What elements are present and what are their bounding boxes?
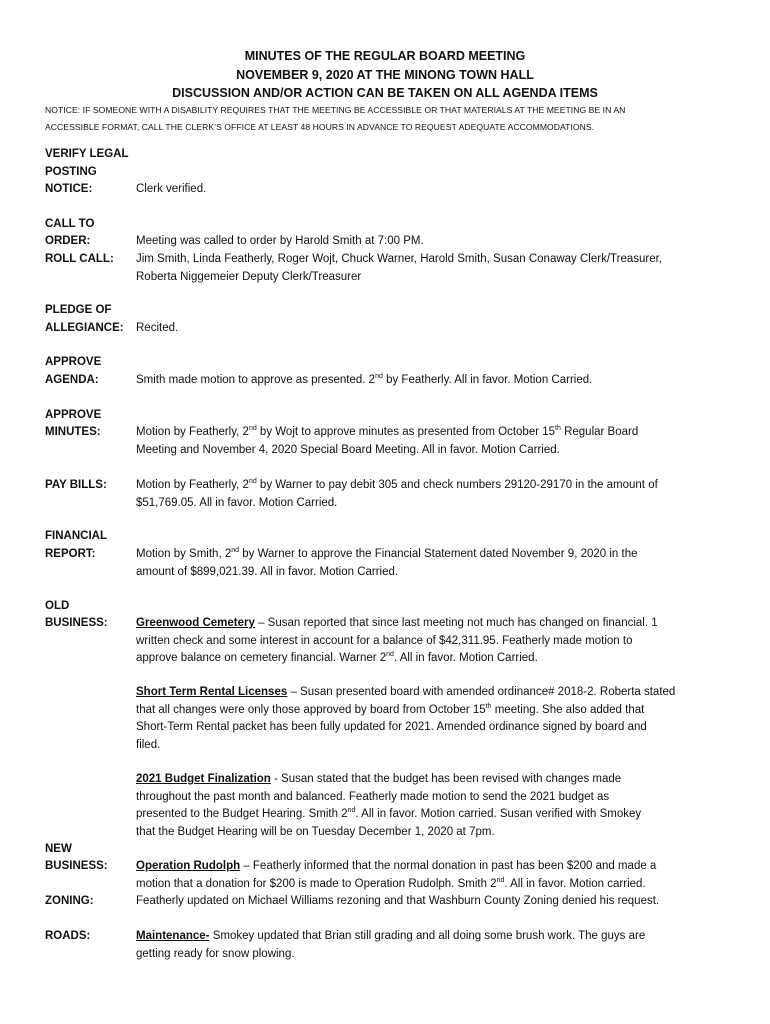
rudolph-l2b: . All in favor. Motion carried. [504, 877, 646, 890]
roads-part1: Smokey updated that Brian still grading and all doing some brush work. The guys are [209, 930, 646, 942]
agenda-text-part2: by Featherly. All in favor. Motion Carried. [382, 374, 593, 386]
pledge-label-line1: PLEDGE OF [45, 304, 112, 316]
cemetery-l3b: . All in favor. Motion Carried. [393, 652, 538, 665]
agenda-label-line2: AGENDA: [45, 374, 99, 386]
cemetery-paragraph [136, 615, 726, 668]
agenda-label-line1: APPROVE [45, 356, 102, 368]
pledge-text: Recited. [136, 322, 179, 334]
minutes-sup2: th [555, 425, 561, 433]
budget-line1 [136, 771, 726, 789]
rudolph-line1 [136, 858, 726, 876]
budget-part1: - Susan stated that the budget has been revised with changes made [270, 773, 622, 785]
roads-line2: getting ready for snow plowing. [136, 947, 295, 960]
roads-label: ROADS: [45, 930, 91, 942]
budget-l3a: presented to the Budget Hearing. Smith 2 [136, 808, 348, 821]
roll-call-text [136, 251, 726, 286]
minutes-part3: Regular Board [560, 426, 639, 438]
accessibility-notice-line2: ACCESSIBLE FORMAT, CALL THE CLERK’S OFFICE AT LEAST 48 HOURS IN ADVANCE TO REQUEST ADEQUATE ACCOMMODATIONS. [45, 122, 595, 132]
old-business-label-line1: OLD [45, 600, 70, 612]
paybills-label: PAY BILLS: [45, 479, 107, 491]
minutes-part2: by Wojt to approve minutes as presented from October 15 [256, 426, 556, 438]
rudolph-sup: nd [496, 876, 505, 884]
accessibility-notice-line1: NOTICE: IF SOMEONE WITH A DISABILITY REQUIRES THAT THE MEETING BE ACCESSIBLE OR THAT MATERIALS AT THE MEETING BE IN AN [45, 105, 626, 115]
financial-label-line2: REPORT: [45, 548, 96, 560]
cemetery-part1: – Susan reported that since last meeting not much has changed on financial. 1 [254, 617, 658, 629]
minutes-part1: Motion by Featherly, 2 [136, 426, 249, 438]
roads-heading: Maintenance- [136, 930, 210, 942]
financial-label-line1: FINANCIAL [45, 530, 107, 542]
paybills-line2: $51,769.05. All in favor. Motion Carried. [136, 496, 338, 509]
budget-line2: throughout the past month and balanced. Featherly made motion to send the 2021 budget as [136, 790, 610, 803]
verify-label-line2: POSTING [45, 166, 97, 178]
new-business-label-line1: NEW [45, 843, 72, 855]
rental-heading: Short Term Rental Licenses [136, 686, 288, 698]
financial-part1: Motion by Smith, 2 [136, 548, 232, 560]
paybills-part1: Motion by Featherly, 2 [136, 479, 249, 491]
cemetery-line2: written check and some interest in account for a balance of $42,311.95. Featherly made motion to [136, 634, 633, 647]
financial-line2: amount of $899,021.39. All in favor. Motion Carried. [136, 565, 399, 578]
budget-line4: that the Budget Hearing will be on Tuesday December 1, 2020 at 7pm. [136, 825, 495, 838]
budget-sup: nd [347, 807, 356, 815]
minutes-label-line2: MINUTES: [45, 426, 101, 438]
rental-line2 [136, 702, 726, 720]
rudolph-part1: – Featherly informed that the normal donation in past has been $200 and made a [240, 860, 657, 872]
paybills-text [136, 477, 726, 512]
minutes-label-line1: APPROVE [45, 409, 102, 421]
rudolph-line2 [136, 876, 726, 894]
new-business-label-line2: BUSINESS: [45, 860, 108, 872]
minutes-line1 [136, 424, 726, 442]
cemetery-sup: nd [386, 651, 394, 659]
roads-paragraph [136, 928, 726, 963]
paybills-line1 [136, 477, 726, 495]
financial-sup: nd [231, 547, 240, 555]
financial-text [136, 546, 726, 581]
roll-call-line2: Roberta Niggemeier Deputy Clerk/Treasurer [136, 270, 362, 283]
financial-line1 [136, 546, 726, 564]
cemetery-line3 [136, 650, 726, 668]
rental-paragraph [136, 684, 726, 754]
zoning-label: ZONING: [45, 895, 94, 907]
document-subtitle-2: DISCUSSION AND/OR ACTION CAN BE TAKEN ON ALL AGENDA ITEMS [172, 86, 598, 100]
call-label-line2: ORDER: [45, 235, 91, 247]
budget-heading: 2021 Budget Finalization [136, 773, 271, 785]
minutes-text [136, 424, 726, 459]
budget-l3b: . All in favor. Motion carried. Susan verified with Smokey [355, 808, 642, 821]
financial-part2: by Warner to approve the Financial Statement dated November 9, 2020 in the [239, 548, 638, 560]
cemetery-line1 [136, 615, 726, 633]
roll-call-line1: Jim Smith, Linda Featherly, Roger Wojt, Chuck Warner, Harold Smith, Susan Conaway Clerk/Treasurer, [136, 253, 663, 265]
paybills-sup: nd [248, 478, 257, 486]
rental-line4: filed. [136, 738, 161, 751]
agenda-text [136, 372, 726, 390]
agenda-text-part1: Smith made motion to approve as presented. 2 [136, 374, 376, 386]
rudolph-l2a: motion that a donation for $200 is made to Operation Rudolph. Smith 2 [136, 877, 497, 890]
budget-line3 [136, 806, 726, 824]
minutes-line2: Meeting and November 4, 2020 Special Board Meeting. All in favor. Motion Carried. [136, 443, 560, 456]
rental-line1 [136, 684, 726, 702]
agenda-sup: nd [375, 373, 383, 381]
call-label-line1: CALL TO [45, 218, 95, 230]
zoning-text: Featherly updated on Michael Williams rezoning and that Washburn County Zoning denied his request. [136, 895, 660, 907]
document-title: MINUTES OF THE REGULAR BOARD MEETING [244, 49, 526, 63]
cemetery-l3a: approve balance on cemetery financial. Warner 2 [136, 652, 387, 665]
paybills-part2: by Warner to pay debit 305 and check numbers 29120-29170 in the amount of [256, 479, 658, 491]
rental-l2a: that all changes were only those approved by board from October 15 [136, 703, 486, 716]
rental-sup: th [485, 702, 492, 710]
call-text: Meeting was called to order by Harold Smith at 7:00 PM. [136, 235, 424, 247]
old-business-label-line2: BUSINESS: [45, 617, 108, 629]
verify-text: Clerk verified. [136, 183, 207, 195]
rudolph-heading: Operation Rudolph [136, 860, 241, 872]
rudolph-paragraph [136, 858, 726, 893]
document-subtitle: NOVEMBER 9, 2020 AT THE MINONG TOWN HALL [236, 68, 534, 82]
pledge-label-line2: ALLEGIANCE: [45, 322, 124, 334]
rental-l2b: meeting. She also added that [491, 703, 645, 716]
verify-label-line3: NOTICE: [45, 183, 93, 195]
rental-part1: – Susan presented board with amended ordinance# 2018-2. Roberta stated [287, 686, 676, 698]
rental-line3: Short-Term Rental packet has been fully updated for 2021. Amended ordinance signed by board and [136, 721, 647, 734]
budget-paragraph [136, 771, 726, 841]
roll-call-label: ROLL CALL: [45, 253, 114, 265]
roads-line1 [136, 928, 726, 946]
minutes-sup1: nd [248, 425, 257, 433]
verify-label-line1: VERIFY LEGAL [45, 148, 129, 160]
cemetery-heading: Greenwood Cemetery [136, 617, 255, 629]
